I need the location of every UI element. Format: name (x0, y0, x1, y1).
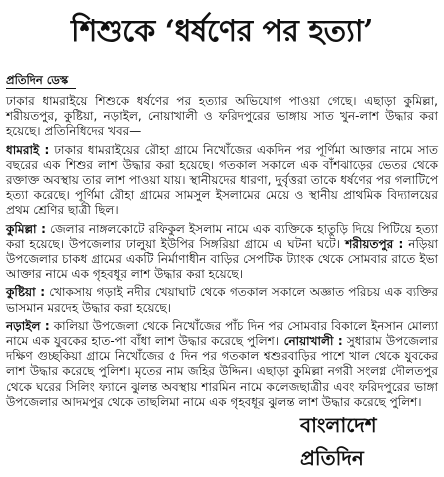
next-headline-fragment (0, 413, 444, 471)
dateline: নড়াইল : (6, 318, 50, 333)
intro-paragraph: ঢাকার ধামরাইয়ে শিশুকে ধর্ষণের পর হত্যার অভিযোগ পাওয়া গেছে। এছাড়া কুমিল্লা, শরীয়তপুর, কুষ্টিয়া, নড়াইল, নোয়াখালী ও ফরিদপুরের ভাঙ্গায় সাত খুন-লাশ উদ্ধার করা হয়েছে। প্রতিনিধিদের খবর— (6, 94, 438, 139)
section-text: কালিয়া উপজেলা থেকে নিখোঁজের পাঁচ দিন পর সোমবার বিকালে ইনসান মোল্যা নামে এক যুবকের হাত-পা বাঁধা লাশ উদ্ধার করেছে পুলিশ। (6, 318, 439, 349)
article-body (6, 94, 438, 413)
byline: প্রতিদিন ডেস্ক (6, 73, 69, 87)
dateline: নোয়াখালী : (279, 334, 343, 349)
dateline: কুমিল্লা : (6, 221, 46, 236)
section-text: খোকসায় গড়াই নদীর খেয়াঘাট থেকে গতকাল সকালে অজ্ঞাত পরিচয় এক ব্যক্তির ভাসমান মরদেহ উদ্ধার করা হয়েছে। (6, 285, 438, 315)
section-kushtia (6, 285, 438, 315)
byline-rule (6, 88, 76, 89)
section-dhamrai (6, 143, 438, 219)
section-text: নড়িয়া উপজেলার চাকধ গ্রামের একটি নির্মাণাধীন বাড়ির সেপটিক ট্যাংক থেকে সোমবার রাতে ইভা আক্তার নামে এক গৃহবধূর লাশ উদ্ধার করা হয়েছে। (6, 236, 438, 282)
headline: শিশুকে ‘ধর্ষণের পর হত্যা’ (70, 14, 373, 49)
section-text: ঢাকার ধামরাইয়ের রৌহা গ্রামে নিখোঁজের একদিন পর পূর্ণিমা আক্তার নামে সাত বছরের এক শিশুর লাশ উদ্ধার করা হয়েছে। গতকাল সকালে এক বাঁশঝাড়ের ভেতর থেকে রক্তাক্ত অবস্থায় তার লাশ পাওয়া যায়। স্থানীয়দের ধারণা, দুর্বৃত্তরা তাকে ধর্ষণের পর গলাটিপে হত্যা করেছে। পূর্ণিমা রৌহা গ্রামের সামসুল ইসলামের মেয়ে ও স্থানীয় প্রাথমিক বিদ্যালয়ের প্রথম শ্রেণির ছাত্রী ছিল। (6, 142, 438, 218)
section-cumilla-shariatpur (6, 222, 438, 283)
section-text: জেলার নাঙ্গলকোটে রফিকুল ইসলাম নামে এক ব্যক্তিকে হাতুড়ি দিয়ে পিটিয়ে হত্যা করা হয়েছে। উপজেলার ঢালুয়া ইউপির সিঙ্গরিয়া গ্রামে এ ঘটনা ঘটে। (6, 221, 438, 251)
dateline: শরীয়তপুর : (339, 236, 404, 251)
cropped-headline-text: বাংলাদেশ প্রতিদিন (300, 413, 377, 470)
dateline: কুষ্টিয়া : (6, 285, 45, 300)
section-text: সুধারাম উপজেলার দক্ষিণ গুচ্ছকিয়া গ্রামে নিখোঁজের ৫ দিন পর গতকাল শ্বশুরবাড়ির পাশে খাল থেকে যুবকের লাশ উদ্ধার করেছে পুলিশ। মৃতের নাম জহির উদ্দিন। এছাড়া কুমিল্লা নগরী সংলগ্ন দৌলতপুর থেকে ঘরের সিলিং ফ্যানে ঝুলন্ত অবস্থায় শারমিন নামে কলেজছাত্রীর এবং ফরিদপুরের ভাঙ্গা উপজেলার আদমপুর থেকে তাছলিমা নামে এক গৃহবধূর ঝুলন্ত লাশ উদ্ধার করেছে পুলিশ। (6, 334, 438, 409)
dateline: ধামরাই : (6, 142, 50, 157)
section-narail-noakhali (6, 319, 438, 410)
